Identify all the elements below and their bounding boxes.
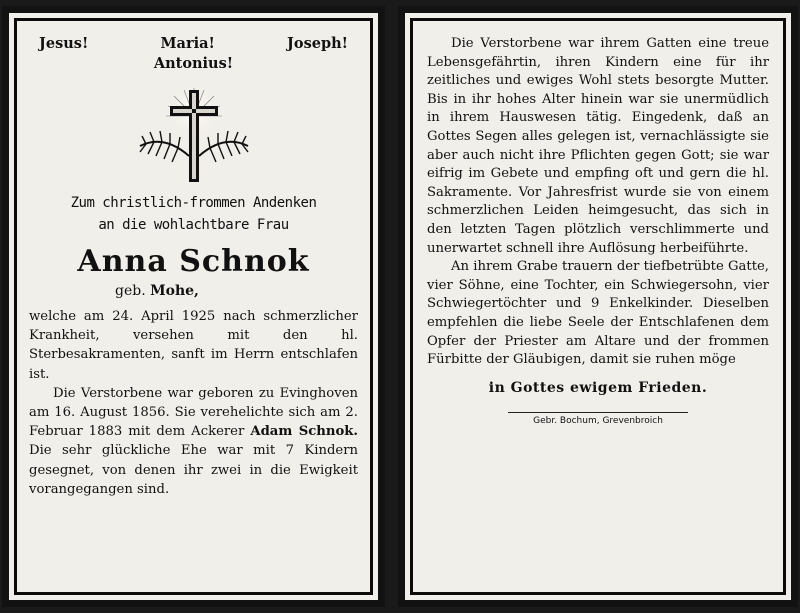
printer-divider: [508, 412, 688, 413]
maiden-prefix: geb.: [115, 283, 146, 299]
biography-paragraph-2-part-2: Die sehr glückliche Ehe war mit 7 Kindern gesegnet, von denen ihr zwei in die Ewigkeit vorangegangen sind.: [29, 443, 358, 497]
invocation-maria: Maria!: [160, 35, 215, 52]
right-card: [398, 6, 798, 607]
invocation-jesus: Jesus!: [39, 35, 89, 52]
printer-credit: Gebr. Bochum, Grevenbroich: [533, 415, 663, 426]
eulogy-text: [421, 29, 775, 370]
biography-text: [25, 307, 362, 499]
invocations: [25, 29, 362, 52]
dedication-text: [25, 192, 362, 236]
eulogy-paragraph-2: An ihrem Grabe trauern der tiefbetrübte Gatte, vier Söhne, eine Tochter, ein Schwiegersohn, vier Schwiegertöchter und 9 Enkelkinder. Dieselben empfehlen die liebe Seele der Entschlafenen dem Opfer der Priester am Altare und der frommen Fürbitte der Gläubigen, damit sie ruhen möge: [427, 259, 769, 368]
dedication-line-2: an die wohlachtbare Frau: [98, 217, 289, 233]
biography-paragraph-2: [29, 384, 358, 499]
invocation-antonius: Antonius!: [153, 55, 234, 72]
closing-line: in Gottes ewigem Frieden.: [488, 379, 708, 396]
cross-with-palms-icon: [134, 84, 254, 184]
biography-paragraph-1: welche am 24. April 1925 nach schmerzlicher Krankheit, versehen mit den hl. Sterbesakramenten, sanft im Herrn entschlafen ist.: [29, 309, 358, 382]
maiden-name: Mohe,: [150, 283, 199, 299]
maiden-name-line: [25, 283, 362, 299]
invocation-joseph: Joseph!: [287, 35, 348, 52]
left-card-paper: [14, 18, 373, 595]
deceased-name: Anna Schnok: [77, 244, 310, 279]
left-card: [2, 6, 385, 607]
eulogy-paragraph-1: Die Verstorbene war ihrem Gatten eine treue Lebensgefährtin, ihren Kindern eine für ihr zeitliches und ewiges Wohl stets besorgte Mutter. Bis in ihr hohes Alter hinein war sie unermüdlich in ihrem Hauswesen tätig. Eingedenk, daß an Gottes Segen alles gelegen ist, vernachlässigte sie aber auch nicht ihre Pflichten gegen Gott; sie war eifrig im Gebete und empfing oft und gern die hl. Sakramente. Vor Jahresfrist wurde sie von einem schmerzlichen Leiden heimgesucht, das sich in den letzten Tagen plötzlich verschlimmerte und unerwartet schnell ihre Auflösung herbeiführte.: [427, 36, 769, 256]
husband-name: Adam Schnok.: [250, 424, 358, 440]
right-card-paper: [410, 18, 786, 595]
biography-paragraph-2-part-1: Die Verstorbene war geboren zu Evinghoven am 16. August 1856. Sie verehelichte sich am 2. Februar 1883 mit dem Ackerer: [29, 385, 358, 440]
dedication-line-1: Zum christlich-frommen Andenken: [70, 195, 317, 211]
